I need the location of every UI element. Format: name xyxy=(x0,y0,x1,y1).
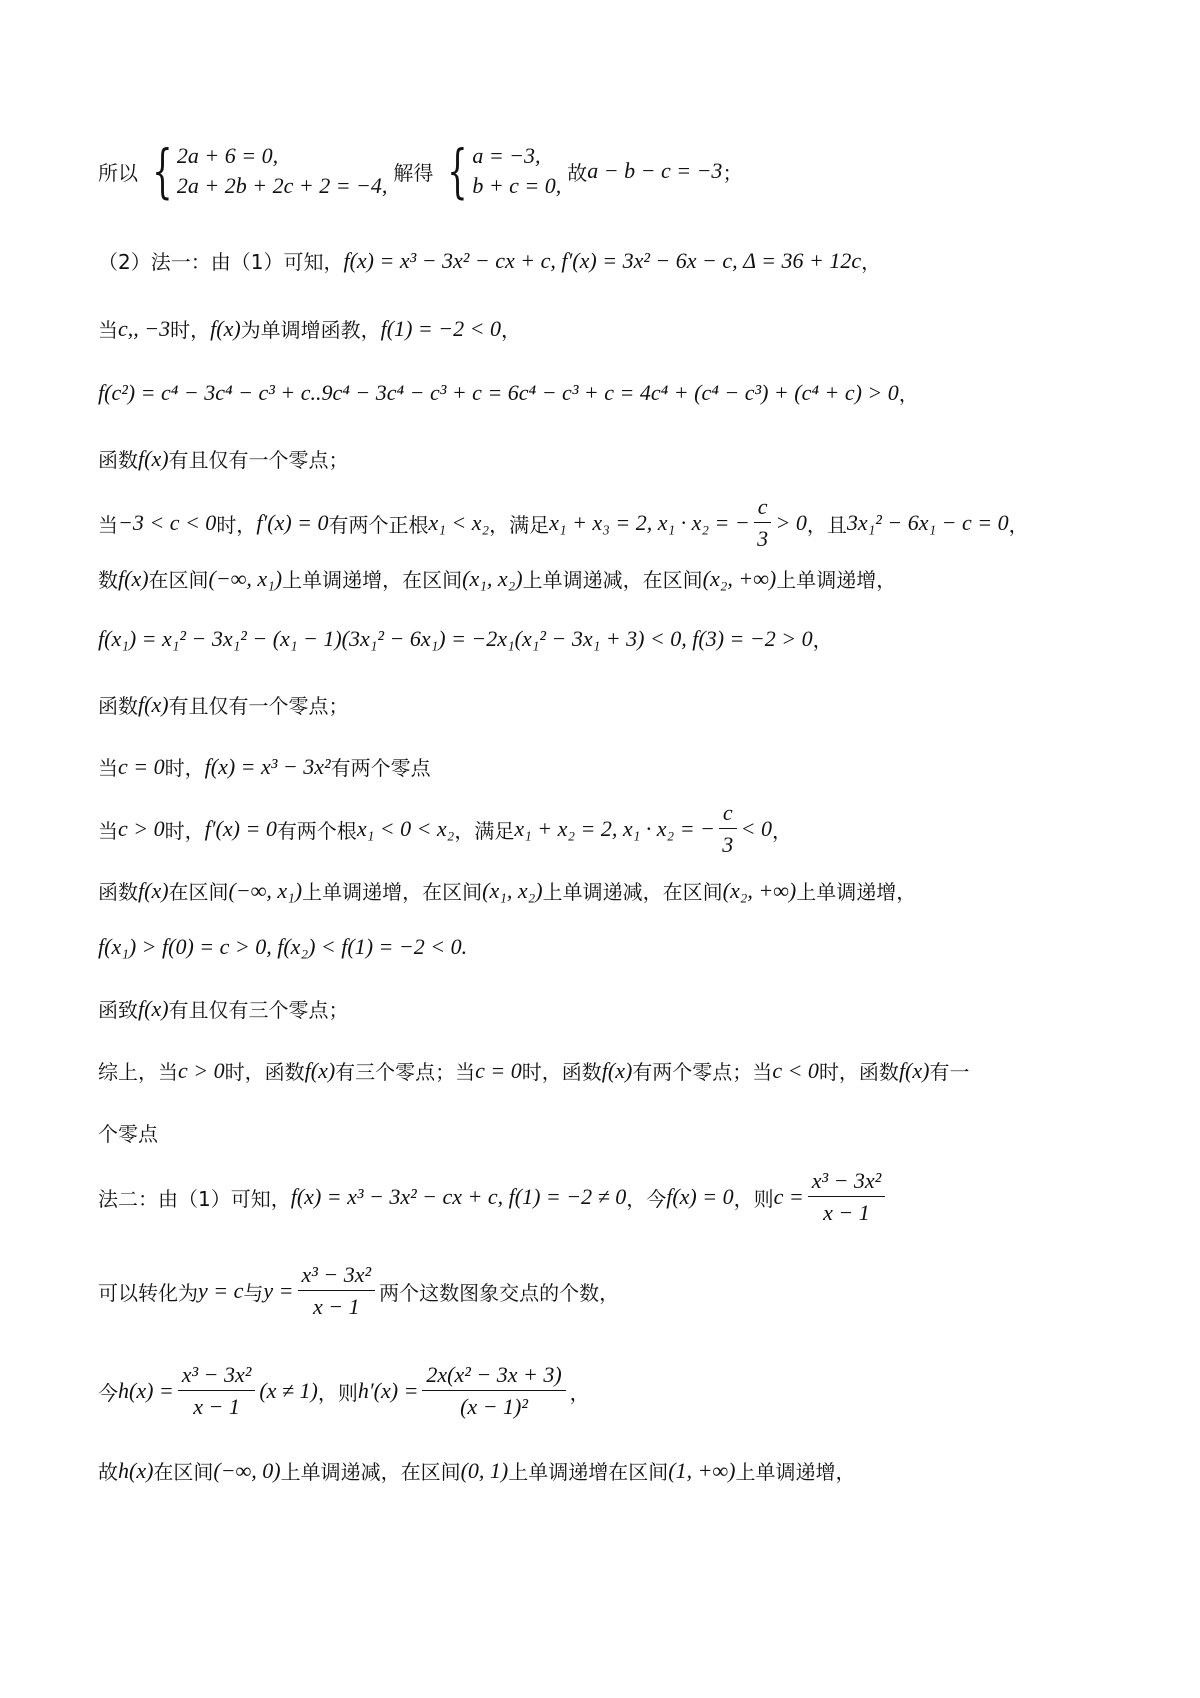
solution-line xyxy=(98,494,1029,552)
formula: c,, −3 xyxy=(118,315,171,341)
text: 可以转化为 xyxy=(98,1280,198,1305)
formula: f′(x) = 0 xyxy=(256,510,329,535)
text: 当 xyxy=(98,756,118,780)
denominator: 3 xyxy=(757,526,769,551)
text: 有一 xyxy=(929,1060,970,1084)
formula: (1, +∞) xyxy=(668,1457,736,1483)
solution-line xyxy=(98,1456,855,1485)
solution-line xyxy=(98,876,916,905)
formula: (x₁, x₂) xyxy=(482,877,543,903)
text: 为单调增函教， xyxy=(240,318,381,342)
text: 上单调递增，在区间 xyxy=(282,568,463,592)
formula: (0, 1) xyxy=(460,1457,509,1483)
formula: f(x₁) = x₁² − 3x₁² − (x₁ − 1)(3x₁² − 6x₁) = −2x₁(x₁² − 3x₁ + 3) < 0, f(3) = −2 > 0 xyxy=(98,625,813,651)
text: 函数 xyxy=(98,694,138,718)
formula: > 0 xyxy=(775,510,807,535)
formula: f(x) xyxy=(304,1057,336,1083)
formula: (x₁, x₂) xyxy=(462,565,523,591)
text: 有且仅有三个零点； xyxy=(168,998,349,1022)
text: 函致 xyxy=(98,998,138,1022)
text: 在区间 xyxy=(168,880,229,904)
text: ，满足 xyxy=(454,818,515,843)
text: 上单调递增， xyxy=(796,880,917,904)
text: 有两个零点；当 xyxy=(632,1060,773,1084)
formula: x₁ < x₂ xyxy=(428,510,490,535)
formula: f(x) xyxy=(898,1057,930,1083)
text: ， xyxy=(898,382,919,406)
equation: b + c = 0, xyxy=(472,173,562,198)
denominator: 3 xyxy=(722,832,734,857)
text: 两个这数图象交点的个数， xyxy=(379,1280,620,1305)
text: 解得 xyxy=(393,160,434,185)
text: ， xyxy=(812,628,833,652)
equation-system xyxy=(144,137,388,205)
text: 当 xyxy=(98,318,118,342)
fraction xyxy=(178,1362,256,1420)
formula: f(x) xyxy=(138,995,169,1021)
numerator: c xyxy=(754,494,772,523)
text: 时，函数 xyxy=(818,1060,899,1084)
text: 当 xyxy=(98,512,118,537)
formula: c = 0 xyxy=(118,753,165,779)
text: 故 xyxy=(98,1460,118,1484)
solution-line xyxy=(98,1262,619,1320)
text: 上单调递减，在区间 xyxy=(542,880,723,904)
text: 今 xyxy=(98,1380,118,1405)
numerator: x³ − 3x² xyxy=(178,1362,256,1391)
formula: 3x₁² − 6x₁ − c = 0 xyxy=(846,510,1009,535)
formula: f(x) = x³ − 3x² xyxy=(204,753,331,779)
fraction xyxy=(298,1262,376,1320)
formula: f(x) xyxy=(138,877,169,903)
fraction xyxy=(719,800,737,858)
solution-line xyxy=(98,1168,889,1226)
formula: x₁ + x₂ = 2, x₁ · x₂ = − xyxy=(514,816,715,841)
formula: f(c²) = c⁴ − 3c⁴ − c³ + c..9c⁴ − 3c⁴ − c³ + c = 6c⁴ − c³ + c = 4c⁴ + (c⁴ − c³) + (c⁴ + c) > 0 xyxy=(98,379,899,405)
fraction xyxy=(754,494,772,552)
text: 时，函数 xyxy=(224,1060,305,1084)
formula: f(x) = x³ − 3x² − cx + c, f′(x) = 3x² − 6x − c, Δ = 36 + 12c xyxy=(343,247,862,273)
solution-line xyxy=(98,1362,590,1420)
formula: y = xyxy=(263,1278,294,1303)
formula: x₁ + x₃ = 2, x₁ · x₂ = − xyxy=(549,510,750,535)
text: 有且仅有一个零点； xyxy=(168,448,349,472)
text: 时，函数 xyxy=(521,1060,602,1084)
text: 时， xyxy=(170,318,211,342)
solution-line xyxy=(98,564,896,593)
text: ，满足 xyxy=(489,512,550,537)
text: 综上，当 xyxy=(98,1060,178,1084)
text: 函数 xyxy=(98,880,138,904)
solution-line xyxy=(98,1056,969,1085)
text: 有两个正根 xyxy=(328,512,429,537)
text: 时， xyxy=(216,512,257,537)
text: 所以 xyxy=(98,160,138,185)
formula: c > 0 xyxy=(178,1057,225,1083)
text: 时， xyxy=(164,818,205,843)
fraction xyxy=(422,1362,565,1420)
formula: a − b − c = −3 xyxy=(587,158,723,183)
numerator: x³ − 3x² xyxy=(298,1262,376,1291)
formula: c = xyxy=(773,1184,804,1209)
formula: f(x₁) > f(0) = c > 0, f(x₂) < f(1) = −2 < 0. xyxy=(98,934,468,959)
text: 与 xyxy=(243,1280,264,1305)
equation: a = −3, xyxy=(472,143,541,168)
formula: f(x) = x³ − 3x² − cx + c, f(1) = −2 ≠ 0 xyxy=(290,1184,627,1209)
solution-line xyxy=(98,624,833,653)
equation: 2a + 2b + 2c + 2 = −4, xyxy=(176,173,388,198)
text: ； xyxy=(722,160,743,185)
formula: h(x) xyxy=(118,1457,154,1483)
left-brace: { xyxy=(152,137,173,205)
formula: (−∞, x₁) xyxy=(208,565,283,591)
denominator: x − 1 xyxy=(823,1200,870,1225)
solution-line xyxy=(98,246,881,275)
text: ，今 xyxy=(626,1186,667,1211)
text: 法二：由（1）可知， xyxy=(98,1186,291,1211)
text: ，则 xyxy=(317,1380,358,1405)
formula: c > 0 xyxy=(118,816,165,841)
denominator: x − 1 xyxy=(193,1394,240,1419)
formula: < 0 xyxy=(740,816,773,841)
text: 个零点 xyxy=(98,1122,158,1146)
formula: h(x) = xyxy=(118,1378,174,1403)
text: 故 xyxy=(567,160,588,185)
left-brace: { xyxy=(447,137,469,205)
formula: f(1) = −2 < 0 xyxy=(380,315,501,341)
formula: c = 0 xyxy=(475,1057,522,1083)
formula: f(x) xyxy=(138,691,169,717)
equation: 2a + 6 = 0, xyxy=(176,143,279,168)
text: 上单调递增在区间 xyxy=(508,1460,669,1484)
text: 上单调递减，在区间 xyxy=(280,1460,461,1484)
text: 函数 xyxy=(98,448,138,472)
formula: f(x) xyxy=(601,1057,633,1083)
solution-line xyxy=(98,690,349,719)
text: 有三个零点；当 xyxy=(335,1060,476,1084)
formula: f(x) xyxy=(138,445,169,471)
text: 在区间 xyxy=(148,568,209,592)
text: （2）法一：由（1）可知， xyxy=(98,250,344,274)
formula: f(x) xyxy=(118,565,149,591)
solution-line xyxy=(98,934,467,960)
denominator: (x − 1)² xyxy=(460,1394,528,1419)
text: 上单调递增， xyxy=(735,1460,856,1484)
solution-line xyxy=(98,444,349,473)
text: 数 xyxy=(98,568,118,592)
formula: y = c xyxy=(198,1278,244,1303)
formula: (x₂, +∞) xyxy=(702,565,777,591)
solution-line xyxy=(98,800,792,858)
text: 上单调递增， xyxy=(776,568,897,592)
text: 有且仅有一个零点； xyxy=(168,694,349,718)
numerator: x³ − 3x² xyxy=(808,1168,886,1197)
text: ， xyxy=(1008,512,1029,537)
formula: (x₂, +∞) xyxy=(722,877,797,903)
text: 上单调递减，在区间 xyxy=(522,568,703,592)
equation-system xyxy=(439,137,562,205)
text: 在区间 xyxy=(153,1460,214,1484)
formula: (x ≠ 1) xyxy=(259,1378,318,1403)
text: ， xyxy=(569,1380,590,1405)
formula: x₁ < 0 < x₂ xyxy=(356,816,455,841)
solution-line xyxy=(98,994,349,1023)
formula: (−∞, 0) xyxy=(213,1457,281,1483)
formula: f′(x) = 0 xyxy=(204,816,277,841)
formula: −3 < c < 0 xyxy=(118,510,217,535)
text: ， xyxy=(772,818,793,843)
text: 当 xyxy=(98,818,118,843)
solution-line xyxy=(98,314,521,343)
text: ， xyxy=(500,318,521,342)
formula: f(x) = 0 xyxy=(666,1184,734,1209)
text: 有两个零点 xyxy=(330,756,431,780)
numerator: c xyxy=(719,800,737,829)
formula: c < 0 xyxy=(772,1057,819,1083)
text: ，则 xyxy=(733,1186,774,1211)
text: 上单调递增，在区间 xyxy=(302,880,483,904)
numerator: 2x(x² − 3x + 3) xyxy=(422,1362,565,1391)
formula: h′(x) = xyxy=(357,1378,419,1403)
solution-line xyxy=(98,1118,158,1147)
fraction xyxy=(808,1168,886,1226)
solution-line xyxy=(98,137,743,205)
text: ， xyxy=(861,250,882,274)
text: ，且 xyxy=(806,512,847,537)
text: 时， xyxy=(164,756,205,780)
text: 有两个根 xyxy=(276,818,357,843)
solution-line xyxy=(98,752,431,781)
denominator: x − 1 xyxy=(312,1294,360,1319)
solution-line xyxy=(98,378,919,407)
formula: (−∞, x₁) xyxy=(228,877,303,903)
formula: f(x) xyxy=(210,315,241,341)
